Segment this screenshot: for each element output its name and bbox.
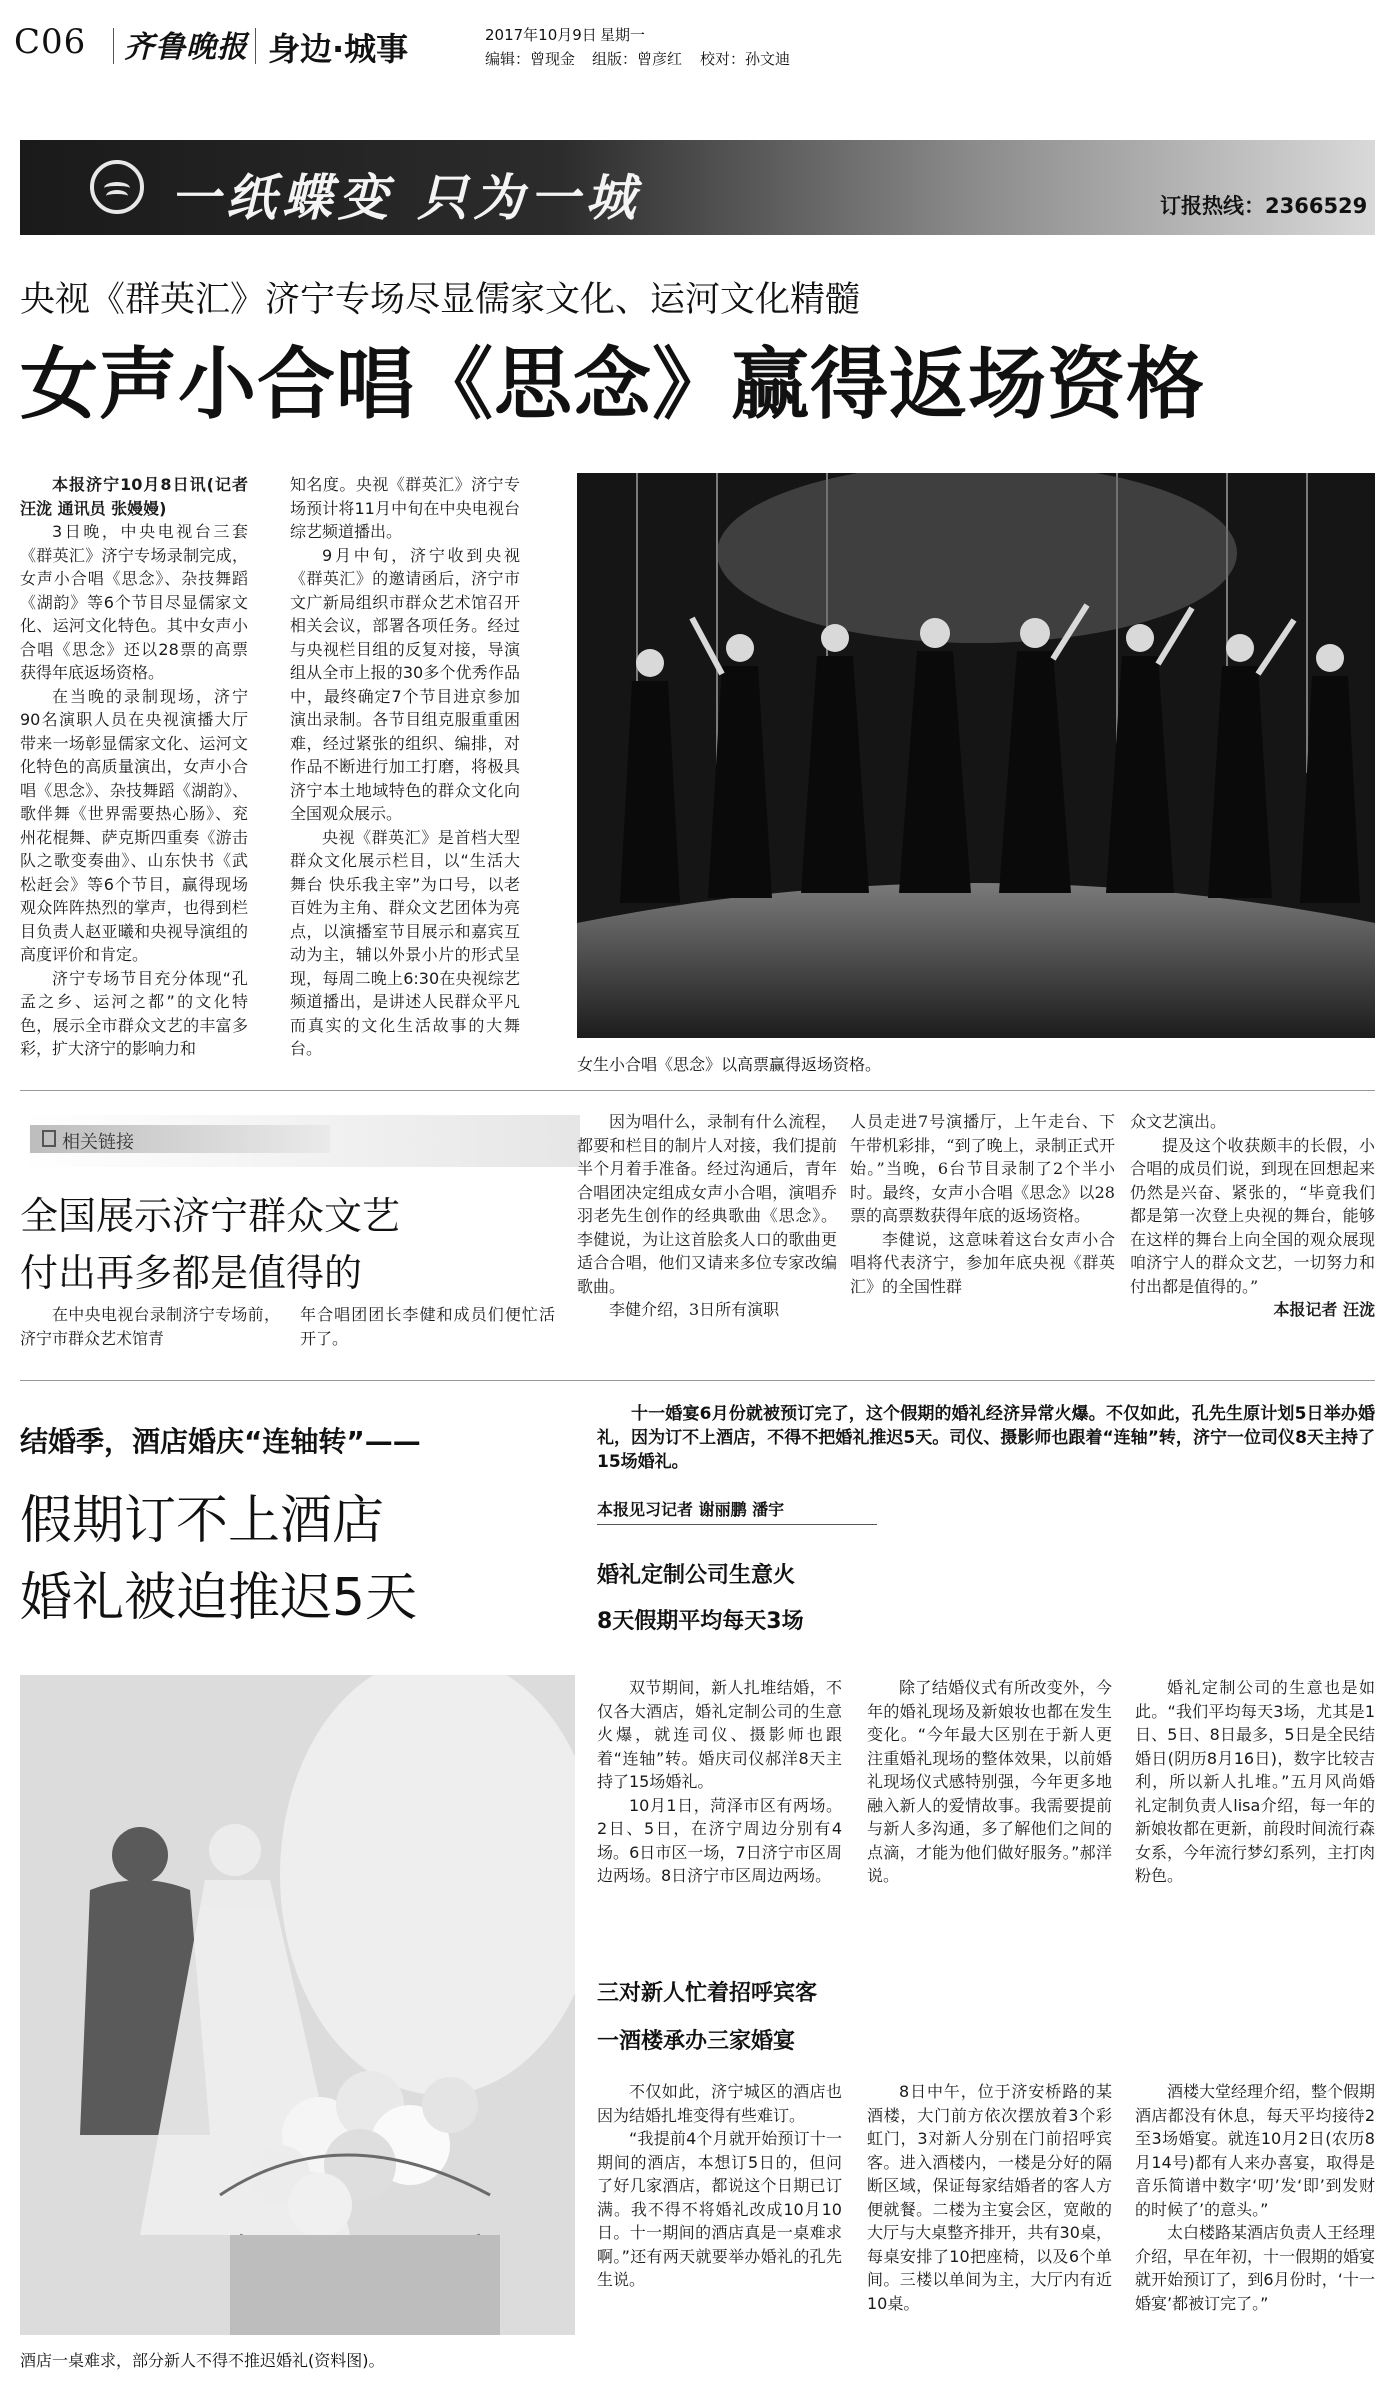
wedding-photo-caption: 酒店一桌难求，部分新人不得不推迟婚礼(资料图)。 [20,2351,385,2370]
divider [20,1380,1375,1381]
choir-illustration [577,473,1375,1038]
paragraph: 知名度。央视《群英汇》济宁专场预计将11月中旬在中央电视台综艺频道播出。 [290,475,520,541]
slogan-banner [20,140,1375,235]
paragraph: 婚礼定制公司的生意也是如此。“我们平均每天3场，尤其是1日、5日、8日最多，5日是全民结婚日(阴历8月16日)，数字比较吉利，所以新人扎堆。”五月风尚婚礼定制负责人lisa介绍，每一年的新娘妆都在更新，前段时间流行森女系，今年流行梦幻系列，主打肉粉色。 [1135,1678,1376,1885]
paragraph: 8日中午，位于济安桥路的某酒楼，大门前方依次摆放着3个彩虹门，3对新人分别在门前招呼宾客。进入酒楼内，一楼是分好的隔断区域，保证每家结婚者的客人方便就餐。二楼为主宴会区，宽敞的大厅与大桌整齐排开，共有30桌，每桌安排了10把座椅，以及6个单间。三楼以单间为主，大厅内有近10桌。 [867,2082,1112,2313]
related-link-tag [20,1115,580,1167]
header-weekday: 星期一 [600,26,646,44]
header-divider [113,28,114,64]
paragraph: 在当晚的录制现场，济宁90名演职人员在央视演播大厅带来一场彰显儒家文化、运河文化特色的高质量演出，女声小合唱《思念》、杂技舞蹈《湖韵》、歌伴舞《世界需要热心肠》、兖州花棍舞、萨克斯四重奏《游击队之歌变奏曲》、山东快书《武松赶会》等6个节目，赢得现场观众阵阵热烈的掌声，也得到栏目负责人赵亚曦和央视导演组的高度评价和肯定。 [20,686,248,964]
article1-kicker: 央视《群英汇》济宁专场尽显儒家文化、运河文化精髓 [20,280,861,320]
subhead-2-line1: 三对新人忙着招呼宾客 [597,1981,818,2006]
paragraph: 提及这个收获颇丰的长假，小合唱的成员们说，到现在回想起来仍然是兴奋、紧张的，“毕竟我们都是第一次登上央视的舞台，能够在这样的舞台上向全国的观众展现咱济宁人的群众文艺，一切努力和付出都是值得的。” [1130,1135,1375,1296]
related-column-2 [300,1303,555,1350]
article2-kicker: 结婚季，酒店婚庆“连轴转”—— [20,1425,421,1458]
article1-byline: 本报济宁10月8日讯(记者 汪泷 通讯员 张嫚嫚) [20,475,248,518]
header-date: 2017年10月9日 [485,26,597,44]
paragraph: 年合唱团团长李健和成员们便忙活开了。 [300,1305,555,1348]
paragraph: 酒楼大堂经理介绍，整个假期酒店都没有休息，每天平均接待2至3场婚宴。就连10月2日(农历8月14号)都有人来办喜宴，取得是音乐简谱中数字‘叨’发‘即’到发财的时候了’的意头。” [1135,2082,1376,2219]
city-logo-icon [90,160,144,214]
paragraph: 央视《群英汇》是首档大型群众文化展示栏目，以“生活大舞台 快乐我主宰”为口号，以老百姓为主角、群众文艺团体为亮点，以演播室节目展示和嘉宾互动为主，辅以外景小片的形式呈现，每周二晚上6:30在央视综艺频道播出，是讲述人民群众平凡而真实的文化生活故事的大舞台。 [290,827,520,1058]
paragraph: 在中央电视台录制济宁专场前，济宁市群众艺术馆青 [20,1305,280,1348]
choir-photo-caption: 女生小合唱《思念》以高票赢得返场资格。 [577,1055,882,1074]
paragraph: 10月1日，菏泽市区有两场。2日、5日，在济宁周边分别有4场。6日市区一场，7日济宁市区周边两场。8日济宁市区周边两场。 [597,1795,842,1885]
paragraph: 众文艺演出。 [1130,1112,1227,1131]
related-title-line1: 全国展示济宁群众文艺 [20,1194,401,1238]
paragraph: 李健说，这意味着这台女声小合唱将代表济宁，参加年底央视《群英汇》的全国性群 [850,1229,1115,1296]
wedding-illustration [20,1675,575,2335]
paragraph: 因为唱什么，录制有什么流程，都要和栏目的制片人对接，我们提前半个月着手准备。经过沟通后，青年合唱团决定组成女声小合唱，演唱乔羽老先生创作的经典歌曲《思念》。李健说，为让这首脍炙人口的歌曲更适合合唱，他们又请来多位专家改编歌曲。 [577,1112,837,1296]
related-link-label: 相关链接 [62,1132,134,1153]
wedding-photo [20,1675,575,2335]
paragraph: “我提前4个月就开始预订十一期间的酒店，本想订5日的，但问了好几家酒店，都说这个日期已订满。我不得不将婚礼改成10月10日。十一期间的酒店真是一桌难求啊。”还有两天就要举办婚礼的孔先生说。 [597,2129,842,2289]
s2-column-3 [1135,2080,1375,2315]
divider [20,1090,1375,1091]
subscription-hotline: 订报热线：2366529 [1160,194,1368,218]
paragraph: 双节期间，新人扎堆结婚，不仅各大酒店，婚礼定制公司的生意火爆，就连司仪、摄影师也跟着“连轴”转。婚庆司仪郝洋8天主持了15场婚礼。 [597,1678,842,1791]
article2-headline-line1: 假期订不上酒店 [20,1491,385,1551]
paragraph: 济宁专场节目充分体现“孔孟之乡、运河之都”的文化特色，展示全市群众文艺的丰富多彩，扩大济宁的影响力和 [20,968,248,1058]
related-column-5 [1130,1110,1375,1322]
paragraph: 9月中旬，济宁收到央视《群英汇》的邀请函后，济宁市文广新局组织市群众艺术馆召开相关会议，部署各项任务。经过与央视栏目组的反复对接，导演组从全市上报的30多个优秀作品中，最终确定7个节目进京参加演出录制。各节目组克服重重困难，经过紧张的组织、编排，对作品不断进行加工打磨，将极具济宁本土地域特色的群众文化向全国观众展示。 [290,545,520,823]
related-title-line2: 付出再多都是值得的 [20,1251,363,1295]
related-column-1 [20,1303,280,1350]
related-column-4 [850,1110,1115,1298]
article1-column-1 [20,473,248,1061]
s1-column-2 [867,1676,1112,1888]
paragraph: 人员走进7号演播厅，上午走台、下午带机彩排，“到了晚上，录制正式开始。”当晚，6台节目录制了2个半小时。最终，女声小合唱《思念》以28票的高票数获得年底的返场资格。 [850,1112,1115,1225]
choir-stage-photo [577,473,1375,1038]
s1-column-3 [1135,1676,1375,1888]
subhead-2-line2: 一酒楼承办三家婚宴 [597,2029,796,2054]
article2-lead: 十一婚宴6月份就被预订完了，这个假期的婚礼经济异常火爆。不仅如此，孔先生原计划5日举办婚礼，因为订不上酒店，不得不把婚礼推迟5天。司仪、摄影师也跟着“连轴”转，济宁一位司仪8天主持了15场婚礼。 [597,1404,1375,1472]
related-byline: 本报记者 汪泷 [1273,1300,1375,1319]
masthead [0,0,1395,80]
s2-column-2 [867,2080,1112,2315]
document-icon [42,1130,56,1147]
article2-headline-line2: 婚礼被迫推迟5天 [20,1568,418,1628]
paragraph: 除了结婚仪式有所改变外，今年的婚礼现场及新娘妆也都在发生变化。“今年最大区别在于新人更注重婚礼现场的整体效果，以前婚礼现场仪式感特别强，今年更多地融入新人的爱情故事。我需要提前与新人多沟通，多了解他们之间的点滴，才能为他们做好服务。”郝洋说。 [867,1678,1112,1885]
paragraph: 3日晚，中央电视台三套《群英汇》济宁专场录制完成，女声小合唱《思念》、杂技舞蹈《湖韵》等6个节目尽显儒家文化、运河文化特色。其中女声小合唱《思念》还以28票的高票获得年底返场资格。 [20,522,248,682]
related-column-3 [577,1110,837,1322]
subhead-1-line2: 8天假期平均每天3场 [597,1609,804,1634]
header-layout: 组版：曾彦红 [592,50,683,68]
article1-column-2 [290,473,520,1061]
article2-byline: 本报见习记者 谢丽鹏 潘宇 [597,1497,877,1525]
brand-logo: 齐鲁晚报 [124,30,248,65]
s2-column-1 [597,2080,842,2292]
page-number: C06 [14,22,87,62]
section-title: 身边·城事 [268,30,409,68]
header-divider-2 [255,28,256,64]
paragraph: 李健介绍，3日所有演职 [609,1300,780,1319]
s1-column-1 [597,1676,842,1888]
paragraph: 不仅如此，济宁城区的酒店也因为结婚扎堆变得有些难订。 [597,2082,842,2125]
subhead-1-line1: 婚礼定制公司生意火 [597,1563,796,1588]
header-proof: 校对：孙文迪 [700,50,791,68]
paragraph: 太白楼路某酒店负责人王经理介绍，早在年初，十一假期的婚宴就开始预订了，到6月份时，‘十一婚宴’都被订完了。” [1135,2223,1376,2313]
header-editor: 编辑：曾现金 [485,50,576,68]
article1-headline: 女声小合唱《思念》赢得返场资格 [20,340,1206,430]
banner-slogan: 一纸蝶变 只为一城 [170,168,642,227]
